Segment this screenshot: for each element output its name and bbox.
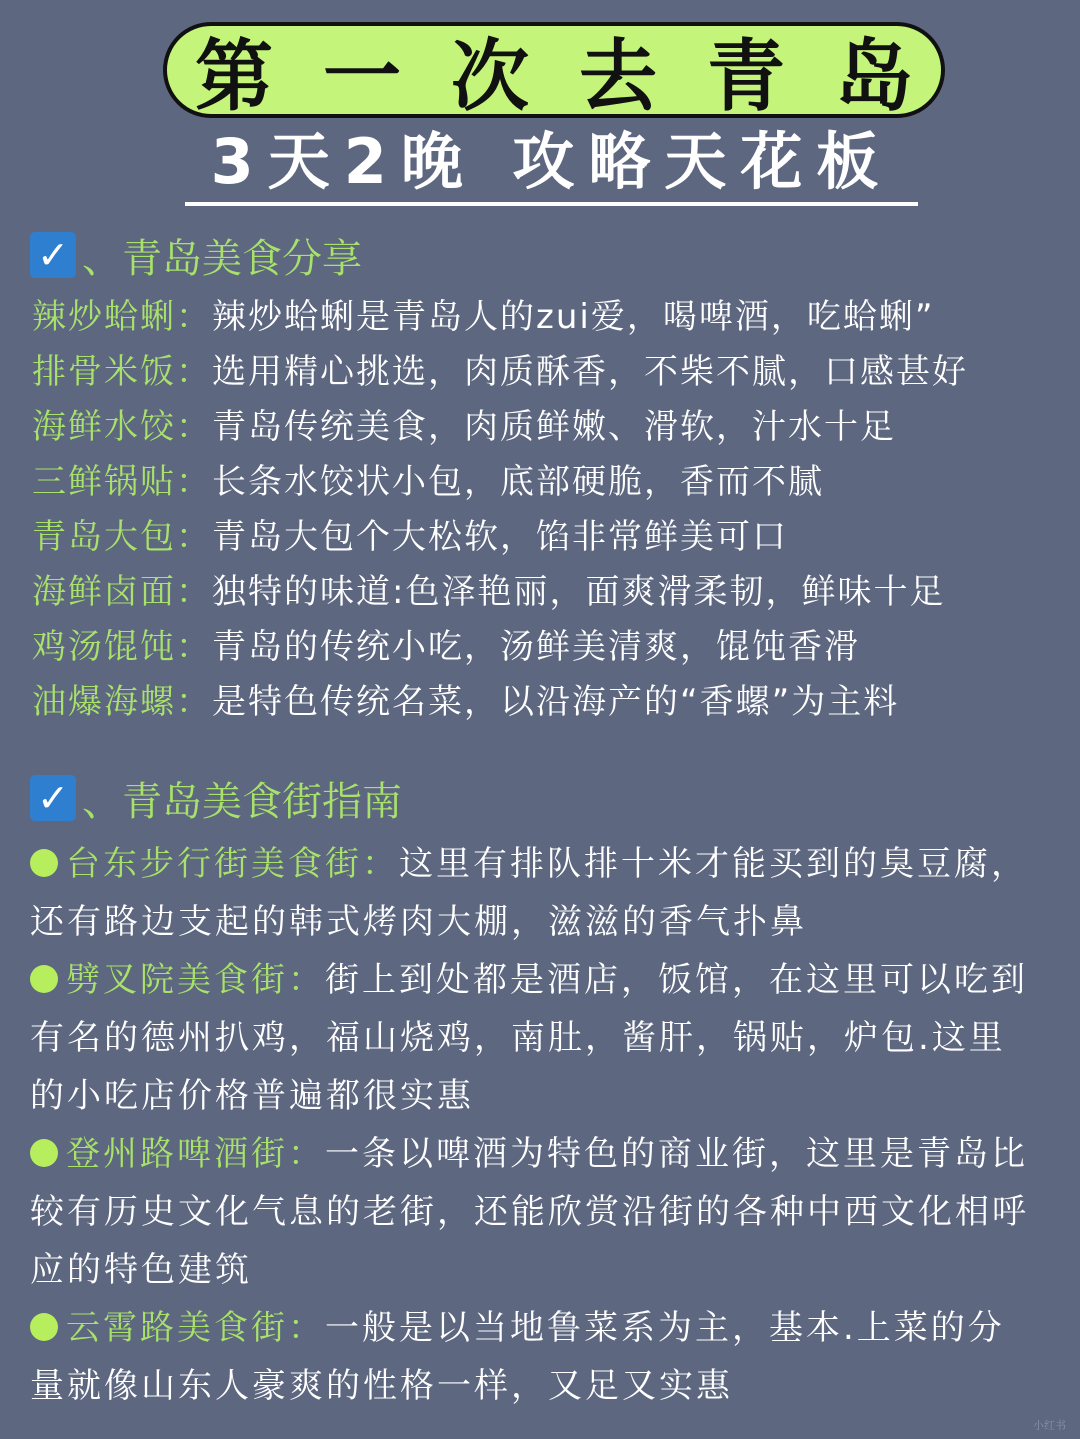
street-item: [30, 835, 1030, 951]
list-item: [32, 565, 1072, 620]
section-street-header: [30, 773, 402, 823]
checkbox-icon: ✓: [30, 232, 76, 278]
page-title: 第一次去青岛: [194, 32, 963, 122]
street-name: 劈叉院美食街：: [66, 960, 325, 1000]
street-item: [30, 1125, 1030, 1299]
list-item: [32, 510, 1072, 565]
bullet-dot-icon: [30, 849, 58, 877]
food-desc: 独特的味道:色泽艳丽，面爽滑柔韧，鲜味十足: [212, 572, 946, 612]
food-name: 辣炒蛤蜊：: [32, 297, 212, 337]
food-name: 海鲜水饺：: [32, 407, 212, 447]
street-desc: 这里有排队排十米才能买到的臭豆腐，还有路边支起的韩式烤肉大棚，滋滋的香气扑鼻: [30, 844, 1028, 942]
food-name: 青岛大包：: [32, 517, 212, 557]
street-desc: 一条以啤酒为特色的商业街，这里是青岛比较有历史文化气息的老街，还能欣赏沿街的各种中西文化相呼应的特色建筑: [30, 1134, 1029, 1290]
food-desc: 辣炒蛤蜊是青岛人的zui爱，喝啤酒，吃蛤蜊”: [212, 297, 935, 337]
title-banner: [163, 22, 963, 122]
food-name: 油爆海螺：: [32, 682, 212, 722]
section-title-street: 、青岛美食街指南: [82, 778, 402, 825]
bullet-dot-icon: [30, 1139, 58, 1167]
list-item: [32, 620, 1072, 675]
list-item: [32, 455, 1072, 510]
section-food-header: [30, 230, 362, 280]
food-name: 三鲜锅贴：: [32, 462, 212, 502]
food-desc: 长条水饺状小包，底部硬脆，香而不腻: [212, 462, 824, 502]
list-item: [32, 290, 1072, 345]
street-name: 登州路啤酒街：: [66, 1134, 325, 1174]
food-desc: 青岛的传统小吃，汤鲜美清爽，馄饨香滑: [212, 627, 860, 667]
street-desc: 一般是以当地鲁菜系为主，基本.上菜的分量就像山东人豪爽的性格一样，又足又实惠: [30, 1308, 1005, 1406]
street-item: [30, 1299, 1030, 1415]
section-title-food: 、青岛美食分享: [82, 235, 362, 282]
bullet-dot-icon: [30, 965, 58, 993]
food-name: 排骨米饭：: [32, 352, 212, 392]
bullet-dot-icon: [30, 1313, 58, 1341]
list-item: [32, 345, 1072, 400]
street-name: 台东步行街美食街：: [66, 844, 399, 884]
food-desc: 青岛大包个大松软，馅非常鲜美可口: [212, 517, 788, 557]
street-desc: 街上到处都是酒店，饭馆，在这里可以吃到有名的德州扒鸡，福山烧鸡，南肚，酱肝，锅贴，炉包.这里的小吃店价格普遍都很实惠: [30, 960, 1028, 1116]
watermark: 小红书: [1033, 1419, 1066, 1432]
checkbox-icon: ✓: [30, 775, 76, 821]
street-item: [30, 951, 1030, 1125]
food-desc: 选用精心挑选，肉质酥香，不柴不腻，口感甚好: [212, 352, 968, 392]
food-name: 海鲜卤面：: [32, 572, 212, 612]
street-name: 云霄路美食街：: [66, 1308, 325, 1348]
food-name: 鸡汤馄饨：: [32, 627, 212, 667]
list-item: [32, 400, 1072, 455]
food-desc: 是特色传统名菜，以沿海产的“香螺”为主料: [212, 682, 900, 722]
page-subtitle: 3天2晚 攻略天花板: [185, 124, 918, 206]
food-list: [32, 290, 1072, 730]
list-item: [32, 675, 1072, 730]
food-desc: 青岛传统美食，肉质鲜嫩、滑软，汁水十足: [212, 407, 896, 447]
